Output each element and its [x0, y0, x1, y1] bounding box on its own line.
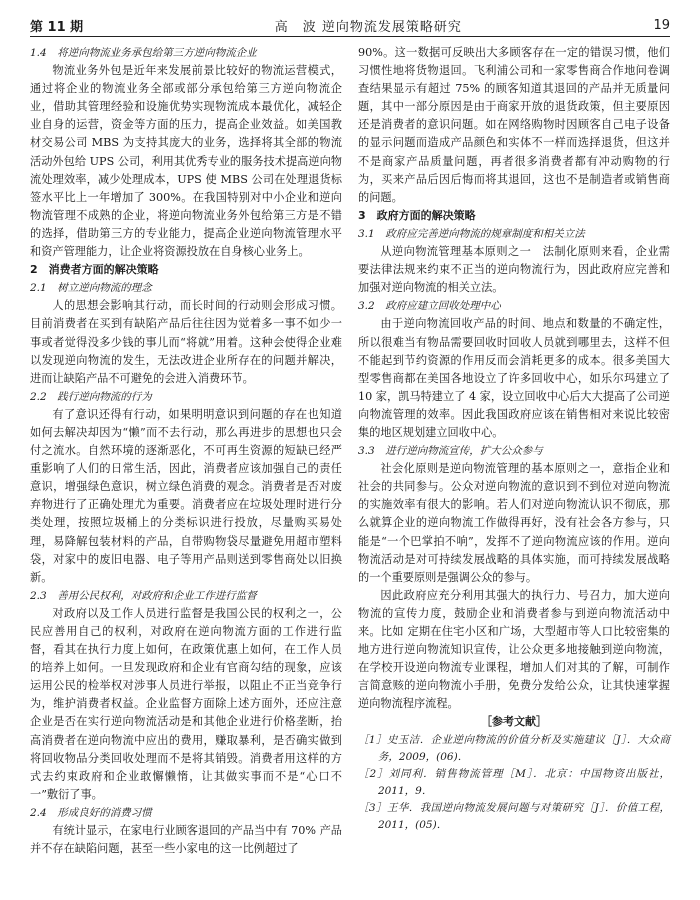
- paragraph: 人的思想会影响其行动，而长时间的行动则会形成习惯。目前消费者在买到有缺陷产品后往往因为觉着多一事不如少一事或者觉得没多少钱的事儿而“将就”用着。这种会使得企业难以发现逆向物流的发生，无法改进企业所存在的问题并解决，进而让缺陷产品不可避免的会进入消费环节。: [30, 299, 342, 385]
- running-header: [30, 14, 670, 37]
- heading-3-1: 3.1 政府应完善逆向物流的规章制度和相关立法: [358, 227, 585, 240]
- left-column: [30, 44, 342, 890]
- paragraph: 对政府以及工作人员进行监督是我国公民的权利之一，公民应善用自己的权利，对政府在逆向物流方面的工作进行监督，看其在执行力度上如何，在政策优惠上如何，在工作人员的培养上如何。一旦发现政府和企业有官商勾结的现象，应该运用公民的检举权对涉事人员进行举报，以阻止不正当竞争行为，维护消费者权益。企业监督方面除上述方面外，还应注意企业是否在实行逆向物流活动是和其他企业进行价格垄断，抬高消费者在逆向物流中应出的费用，赚取暴利，是否确实做到将回收物品分类回收处理而不是将其销毁。消费者用这样的方式去约束政府和企业敢懈懒惰，让其做实事而不是“心口不一”敷衍了事。: [30, 606, 342, 801]
- reference-item: ［1］史玉洁．企业逆向物流的价值分析及实施建议［J］．大众商务，2009，(06)．: [358, 733, 670, 763]
- reference-item: ［2］刘同利．销售物流管理［M］．北京：中国物资出版社，2011，9．: [358, 767, 670, 797]
- paragraph: 从逆向物流管理基本原则之一 法制化原则来看，企业需要法律法规来约束不正当的逆向物流行为，因此政府应完善和加强对逆向物流的相关立法。: [358, 245, 670, 295]
- references-title: ［参考文献］: [481, 715, 547, 729]
- reference-item: ［3］王华．我国逆向物流发展问题与对策研究［J］．价值工程，2011，(05)．: [358, 801, 670, 831]
- heading-3: 3 政府方面的解决策略: [358, 208, 476, 222]
- issue-number: 第 11 期: [30, 19, 84, 35]
- heading-2: 2 消费者方面的解决策略: [30, 263, 159, 277]
- paragraph: 有了意识还得有行动，如果明明意识到问题的存在也知道如何去解决却因为“懒”而不去行动，那么再进步的思想也只会付之流水。自然环境的逐渐恶化，不可再生资源的短缺已经严重影响了人们的日常生活，因此，消费者应该加强自己的责任意识，增强绿色意识，树立绿色消费的观念。消费者是否对废弃物进行了正确处理尤为重要。消费者应在垃圾处理时进行分类处理，按照垃圾桶上的分类标识进行投放，尽量购买易处理，易降解包装材料的产品，自带购物袋尽量避免用超市塑料袋，对家中的废旧电器、电子等用产品则送到零售商处以旧换新。: [30, 407, 342, 584]
- paragraph: 由于逆向物流回收产品的时间、地点和数量的不确定性，所以很难当有物品需要回收时回收人员就到哪里去，这样不但不能起到节约资源的作用反而会消耗更多的成本。很多美国大型零售商都在美国各地设立了许多回收中心，如乐尔玛建立了 10 家，凯马特建立了 4 家，设立回收中心后大大提高了公司逆向物流管理的效率。因此我国政府应该在销售相对来说比较密集的地区规划建立回收中心。: [358, 317, 670, 439]
- heading-2-3: 2.3 善用公民权利，对政府和企业工作进行监督: [30, 589, 257, 602]
- two-column-body: [30, 44, 670, 890]
- right-column: [358, 44, 670, 890]
- heading-1-4: 1.4 将逆向物流业务承包给第三方逆向物流企业: [30, 47, 257, 59]
- page-number: 19: [653, 17, 670, 33]
- heading-2-4: 2.4 形成良好的消费习惯: [30, 806, 152, 819]
- paragraph: 社会化原则是逆向物流管理的基本原则之一，意指企业和社会的共同参与。公众对逆向物流的意识到不到位对逆向物流的实施效率有很大的影响。若人们对逆向物流认识不彻底，那么就算企业的逆向物流工作做得再好，没有社会各方参与，只能是“一个巴掌拍不响”，发挥不了逆向物流应该的作用。逆向物流活动是对可持续发展战略的具体实施，而可持续发展战略的一个重要原则是强调公众的参与。: [358, 462, 670, 584]
- heading-3-2: 3.2 政府应建立回收处理中心: [358, 300, 501, 313]
- heading-2-1: 2.1 树立逆向物流的理念: [30, 282, 152, 295]
- paragraph: 物流业务外包是近年来发展前景比较好的物流运营模式，通过将企业的物流业务全部或部分承包给第三方逆向物流企业，借助其管理经验和设施优势实现物流成本最优化，减轻企业自身的运营，资金等方面的压力，提高企业效益。如美国教材交易公司 MBS 为支持其庞大的业务，选择将其全部的物流活动外包给 UPS 公司，利用其优秀专业的服务技术提高逆向物流处理效率，减少处理成本，UPS 使 MBS 公司在处理退货标签水平比上一年增加了 300%。在我国特别对中小企业和逆向物流管理不成熟的企业，将逆向物流业务外包给第三方是不错的选择，借助第三方的专业能力，提高企业逆向物流管理水平和资产管理能力，让企业将资源投放在自身核心业务上。: [30, 64, 342, 259]
- running-title: 高 波 逆向物流发展策略研究: [274, 19, 462, 35]
- heading-2-2: 2.2 践行逆向物流的行为: [30, 390, 152, 403]
- paragraph: 有统计显示，在家电行业顾客退回的产品当中有 70% 产品并不存在缺陷问题，甚至一些小家电的这一比例超过了: [30, 824, 342, 856]
- paragraph: 因此政府应充分利用其强大的执行力、号召力，加大逆向物流的宣传力度，鼓励企业和消费者参与到逆向物流活动中来。比如 定期在住宅小区和广场，大型超市等人口比较密集的地方进行逆向物流知识宣传，让公众更多地接触到逆向物流，在学校开设逆向物流专业课程，增加人们对其的了解，可制作言简意赅的逆向物流小手册，免费分发给公众，让其快速掌握逆向物流程序流程。: [358, 588, 670, 711]
- heading-3-3: 3.3 进行逆向物流宣传，扩大公众参与: [358, 445, 543, 458]
- paragraph: 90%。这一数据可反映出大多顾客存在一定的错误习惯，他们习惯性地将货物退回。飞利浦公司和一家零售商合作地问卷调查结果显示有超过 75% 的顾客知道其退回的产品并无质量问题，其中一部分原因是由于商家开放的退货政策，但主要原因还是消费者的意识问题。如在网络购物时因顾客自己电子设备的显示问题而造成产品颜色和实体不一样而选择退货，但这并不是商家产品质量问题，再者很多消费者都有冲动购物的行为，买来产品后因后悔而将其退回，这也不是制造者或销售商的问题。: [358, 46, 670, 204]
